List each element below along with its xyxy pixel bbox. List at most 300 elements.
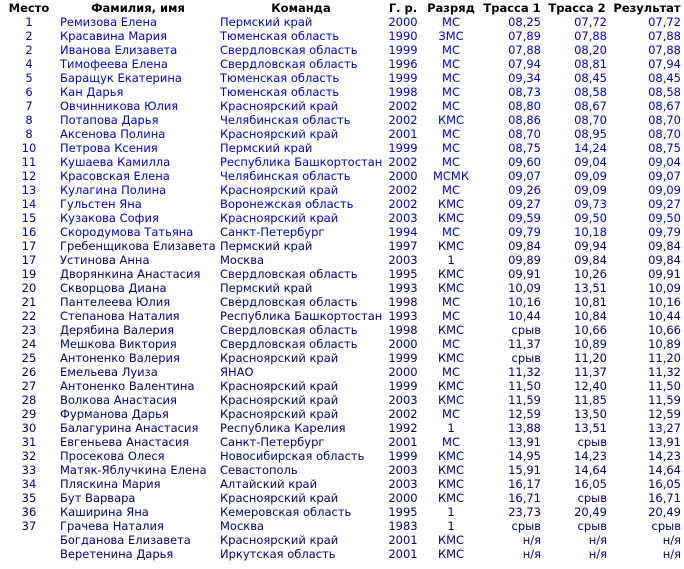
- team-cell: Красноярский край: [220, 379, 339, 393]
- table-row: [0, 85, 684, 99]
- team-cell: Красноярский край: [220, 533, 339, 547]
- name-cell: Потапова Дарья: [60, 113, 159, 127]
- run2-cell: 14,24: [574, 141, 607, 155]
- name-cell: Евгеньева Анастасия: [60, 435, 190, 449]
- team-cell: Свердловская область: [220, 295, 358, 309]
- name-cell: Емельева Луиза: [60, 365, 158, 379]
- rank-cell: КМС: [437, 281, 465, 295]
- run1-cell: срыв: [511, 519, 541, 533]
- table-row: [0, 281, 684, 295]
- team-cell: Республика Башкортостан: [220, 155, 383, 169]
- team-cell: Севастополь: [220, 463, 298, 477]
- result-cell: 08,58: [648, 85, 681, 99]
- year-cell: 2000: [388, 337, 418, 351]
- run2-cell: 14,64: [574, 463, 607, 477]
- table-row: [0, 449, 684, 463]
- table-row: [0, 141, 684, 155]
- result-cell: 09,84: [648, 239, 681, 253]
- table-row: [0, 169, 684, 183]
- run2-cell: 08,81: [574, 57, 607, 71]
- rank-cell: МС: [442, 85, 460, 99]
- result-cell: 07,88: [648, 29, 681, 43]
- place-cell: 24: [21, 337, 37, 351]
- place-cell: 8: [25, 127, 33, 141]
- name-cell: Петрова Ксения: [60, 141, 158, 155]
- team-cell: Тюменская область: [220, 71, 340, 85]
- run1-cell: 09,89: [508, 253, 541, 267]
- rank-cell: МС: [442, 337, 460, 351]
- rank-cell: МС: [442, 71, 460, 85]
- rank-cell: КМС: [437, 211, 465, 225]
- result-cell: 08,70: [648, 113, 681, 127]
- rank-cell: КМС: [437, 197, 465, 211]
- run2-cell: 16,05: [574, 477, 607, 491]
- name-cell: Ремизова Елена: [60, 15, 158, 29]
- result-cell: 09,27: [648, 197, 681, 211]
- place-cell: 15: [21, 211, 37, 225]
- header-name: Фамилия, имя: [91, 0, 185, 15]
- result-cell: н/я: [662, 533, 681, 547]
- name-cell: Красовская Елена: [60, 169, 170, 183]
- rank-cell: 1: [447, 253, 455, 267]
- place-cell: 17: [21, 253, 37, 267]
- result-cell: 08,70: [648, 127, 681, 141]
- year-cell: 2002: [388, 183, 418, 197]
- place-cell: 25: [21, 351, 37, 365]
- place-cell: 26: [21, 365, 37, 379]
- rank-cell: МС: [442, 127, 460, 141]
- table-row: [0, 127, 684, 141]
- team-cell: Пермский край: [220, 15, 313, 29]
- place-cell: 14: [21, 197, 37, 211]
- run2-cell: 10,66: [574, 323, 607, 337]
- result-cell: 09,07: [648, 169, 681, 183]
- year-cell: 2000: [388, 365, 418, 379]
- place-cell: 22: [21, 309, 37, 323]
- run2-cell: 07,72: [574, 15, 607, 29]
- name-cell: Кузакова София: [60, 211, 159, 225]
- place-cell: 12: [21, 169, 37, 183]
- run1-cell: 09,91: [508, 267, 541, 281]
- team-cell: Свердловская область: [220, 57, 358, 71]
- table-row: [0, 15, 684, 29]
- name-cell: Устинова Анна: [60, 253, 150, 267]
- run2-cell: 09,84: [574, 253, 607, 267]
- name-cell: Грачева Наталия: [60, 519, 164, 533]
- rank-cell: МС: [442, 225, 460, 239]
- result-cell: 10,44: [648, 309, 681, 323]
- result-cell: 09,79: [648, 225, 681, 239]
- run2-cell: 08,45: [574, 71, 607, 85]
- rank-cell: МС: [442, 435, 460, 449]
- run1-cell: 09,34: [508, 71, 541, 85]
- run1-cell: 09,60: [508, 155, 541, 169]
- team-cell: Тюменская область: [220, 85, 340, 99]
- result-cell: 16,05: [648, 477, 681, 491]
- rank-cell: КМС: [437, 533, 465, 547]
- run1-cell: 08,80: [508, 99, 541, 113]
- team-cell: Красноярский край: [220, 211, 339, 225]
- team-cell: Москва: [220, 519, 265, 533]
- run1-cell: 08,25: [508, 15, 541, 29]
- run1-cell: 09,07: [508, 169, 541, 183]
- team-cell: Челябинская область: [220, 169, 351, 183]
- name-cell: Матяк-Яблучкина Елена: [60, 463, 207, 477]
- name-cell: Иванова Елизавета: [60, 43, 178, 57]
- place-cell: 33: [21, 463, 37, 477]
- table-row: [0, 463, 684, 477]
- table-row: [0, 211, 684, 225]
- name-cell: Степанова Наталия: [60, 309, 180, 323]
- place-cell: 2: [25, 29, 33, 43]
- run2-cell: 11,20: [574, 351, 607, 365]
- name-cell: Баращук Екатерина: [60, 71, 182, 85]
- place-cell: 20: [21, 281, 37, 295]
- run2-cell: 09,94: [574, 239, 607, 253]
- name-cell: Антоненко Валентина: [60, 379, 195, 393]
- table-row: [0, 309, 684, 323]
- place-cell: 27: [21, 379, 37, 393]
- team-cell: Санкт-Петербург: [220, 435, 325, 449]
- run2-cell: 20,49: [574, 505, 607, 519]
- team-cell: Красноярский край: [220, 351, 339, 365]
- run2-cell: 08,95: [574, 127, 607, 141]
- team-cell: Алтайский край: [220, 477, 318, 491]
- place-cell: [0, 547, 58, 561]
- rank-cell: КМС: [437, 491, 465, 505]
- result-cell: 09,04: [648, 155, 681, 169]
- place-cell: 30: [21, 421, 37, 435]
- run2-cell: 10,89: [574, 337, 607, 351]
- team-cell: Красноярский край: [220, 183, 339, 197]
- run2-cell: срыв: [577, 435, 607, 449]
- place-cell: 7: [25, 99, 33, 113]
- name-cell: Мешкова Виктория: [60, 337, 177, 351]
- place-cell: 29: [21, 407, 37, 421]
- run2-cell: 12,40: [574, 379, 607, 393]
- name-cell: Гульстен Яна: [60, 197, 142, 211]
- run1-cell: 09,27: [508, 197, 541, 211]
- name-cell: Гребенщикова Елизавета: [60, 239, 216, 253]
- name-cell: Богданова Елизавета: [60, 533, 191, 547]
- result-cell: 09,91: [648, 267, 681, 281]
- table-row: [0, 71, 684, 85]
- name-cell: Балагурина Анастасия: [60, 421, 199, 435]
- place-cell: 17: [21, 239, 37, 253]
- run1-cell: 08,86: [508, 113, 541, 127]
- header-year: Г. р.: [388, 0, 418, 15]
- run1-cell: 09,84: [508, 239, 541, 253]
- rank-cell: МС: [442, 15, 460, 29]
- rank-cell: МС: [442, 365, 460, 379]
- year-cell: 1999: [388, 449, 418, 463]
- run1-cell: н/я: [522, 547, 541, 561]
- year-cell: 2002: [388, 197, 418, 211]
- team-cell: Челябинская область: [220, 113, 351, 127]
- year-cell: 1983: [388, 519, 418, 533]
- name-cell: Скородумова Татьяна: [60, 225, 194, 239]
- rank-cell: КМС: [437, 267, 465, 281]
- rank-cell: МС: [442, 99, 460, 113]
- rank-cell: КМС: [437, 379, 465, 393]
- run1-cell: 11,32: [508, 365, 541, 379]
- result-cell: 20,49: [648, 505, 681, 519]
- rank-cell: КМС: [437, 547, 465, 561]
- table-row: [0, 421, 684, 435]
- table-header-row: [0, 0, 684, 15]
- name-cell: Кушаева Камилла: [60, 155, 171, 169]
- name-cell: Кан Дарья: [60, 85, 124, 99]
- team-cell: Свердловская область: [220, 267, 358, 281]
- table-row: [0, 379, 684, 393]
- place-cell: 34: [21, 477, 37, 491]
- result-cell: 10,66: [648, 323, 681, 337]
- rank-cell: МС: [442, 295, 460, 309]
- table-row: [0, 99, 684, 113]
- name-cell: Каширина Яна: [60, 505, 149, 519]
- place-cell: 2: [25, 43, 33, 57]
- run2-cell: 07,88: [574, 29, 607, 43]
- table-row: [0, 337, 684, 351]
- run1-cell: н/я: [522, 533, 541, 547]
- team-cell: Пермский край: [220, 141, 313, 155]
- team-cell: Тюменская область: [220, 29, 340, 43]
- place-cell: 4: [25, 57, 33, 71]
- rank-cell: 1: [447, 505, 455, 519]
- table-row: [0, 239, 684, 253]
- run1-cell: 16,17: [508, 477, 541, 491]
- header-run1: Трасса 1: [483, 0, 541, 15]
- run2-cell: 08,20: [574, 43, 607, 57]
- table-row: [0, 113, 684, 127]
- name-cell: Фурманова Дарья: [60, 407, 169, 421]
- table-row: [0, 253, 684, 267]
- year-cell: 2001: [388, 127, 418, 141]
- result-cell: 13,27: [648, 421, 681, 435]
- run2-cell: 13,51: [574, 421, 607, 435]
- rank-cell: КМС: [437, 351, 465, 365]
- name-cell: Волкова Анастасия: [60, 393, 177, 407]
- year-cell: 1998: [388, 295, 418, 309]
- place-cell: 13: [21, 183, 37, 197]
- run1-cell: срыв: [511, 323, 541, 337]
- year-cell: 2001: [388, 547, 418, 561]
- result-cell: н/я: [662, 547, 681, 561]
- place-cell: 11: [21, 155, 37, 169]
- run1-cell: 11,37: [508, 337, 541, 351]
- table-row: [0, 533, 684, 547]
- place-cell: 32: [21, 449, 37, 463]
- result-cell: 11,32: [648, 365, 681, 379]
- year-cell: 1999: [388, 141, 418, 155]
- result-cell: 11,20: [648, 351, 681, 365]
- run2-cell: 09,73: [574, 197, 607, 211]
- result-cell: 09,50: [648, 211, 681, 225]
- run1-cell: 12,59: [508, 407, 541, 421]
- result-cell: 14,23: [648, 449, 681, 463]
- place-cell: 31: [21, 435, 37, 449]
- place-cell: 36: [21, 505, 37, 519]
- run1-cell: 07,88: [508, 43, 541, 57]
- run1-cell: 23,73: [508, 505, 541, 519]
- table-row: [0, 57, 684, 71]
- name-cell: Аксенова Полина: [60, 127, 166, 141]
- name-cell: Овчинникова Юлия: [60, 99, 179, 113]
- result-cell: 11,50: [648, 379, 681, 393]
- year-cell: 1995: [388, 267, 418, 281]
- year-cell: 1994: [388, 225, 418, 239]
- place-cell: 28: [21, 393, 37, 407]
- name-cell: Скворцова Диана: [60, 281, 167, 295]
- run1-cell: 15,91: [508, 463, 541, 477]
- name-cell: Бут Варвара: [60, 491, 136, 505]
- run1-cell: 08,73: [508, 85, 541, 99]
- team-cell: ЯНАО: [220, 365, 254, 379]
- rank-cell: КМС: [437, 323, 465, 337]
- name-cell: Пантелеева Юлия: [60, 295, 171, 309]
- rank-cell: КМС: [437, 393, 465, 407]
- run1-cell: 07,89: [508, 29, 541, 43]
- year-cell: 1999: [388, 379, 418, 393]
- year-cell: 2002: [388, 155, 418, 169]
- run1-cell: 16,71: [508, 491, 541, 505]
- header-place: Место: [8, 0, 50, 15]
- table-row: [0, 295, 684, 309]
- run1-cell: 09,79: [508, 225, 541, 239]
- team-cell: Красноярский край: [220, 99, 339, 113]
- team-cell: Республика Карелия: [220, 421, 346, 435]
- table-row: [0, 547, 684, 561]
- table-row: [0, 365, 684, 379]
- table-row: [0, 323, 684, 337]
- place-cell: 19: [21, 267, 37, 281]
- run2-cell: 08,67: [574, 99, 607, 113]
- rank-cell: 1: [447, 421, 455, 435]
- year-cell: 2003: [388, 463, 418, 477]
- run2-cell: 09,50: [574, 211, 607, 225]
- run2-cell: 10,81: [574, 295, 607, 309]
- year-cell: 1999: [388, 71, 418, 85]
- year-cell: 2001: [388, 435, 418, 449]
- run1-cell: 07,94: [508, 57, 541, 71]
- place-cell: 37: [21, 519, 37, 533]
- result-cell: 14,64: [648, 463, 681, 477]
- rank-cell: МС: [442, 57, 460, 71]
- year-cell: 1993: [388, 309, 418, 323]
- run2-cell: н/я: [588, 533, 607, 547]
- rank-cell: 1: [447, 519, 455, 533]
- rank-cell: МС: [442, 141, 460, 155]
- header-team: Команда: [271, 0, 331, 15]
- table-row: [0, 43, 684, 57]
- run1-cell: 10,16: [508, 295, 541, 309]
- team-cell: Новосибирская область: [220, 449, 365, 463]
- run2-cell: 10,84: [574, 309, 607, 323]
- rank-cell: МС: [442, 155, 460, 169]
- year-cell: 2003: [388, 253, 418, 267]
- run1-cell: 08,70: [508, 127, 541, 141]
- team-cell: Красноярский край: [220, 407, 339, 421]
- rank-cell: МС: [442, 407, 460, 421]
- run1-cell: срыв: [511, 351, 541, 365]
- table-row: [0, 491, 684, 505]
- year-cell: 2002: [388, 407, 418, 421]
- result-cell: 09,09: [648, 183, 681, 197]
- year-cell: 1997: [388, 239, 418, 253]
- year-cell: 1998: [388, 323, 418, 337]
- result-cell: 08,67: [648, 99, 681, 113]
- team-cell: Воронежская область: [220, 197, 354, 211]
- year-cell: 2002: [388, 113, 418, 127]
- result-cell: 08,45: [648, 71, 681, 85]
- result-cell: 08,75: [648, 141, 681, 155]
- header-result: Результат: [613, 0, 681, 15]
- place-cell: 6: [25, 85, 33, 99]
- name-cell: Дворянкина Анастасия: [60, 267, 201, 281]
- run1-cell: 08,75: [508, 141, 541, 155]
- team-cell: Свердловская область: [220, 43, 358, 57]
- run2-cell: 14,23: [574, 449, 607, 463]
- name-cell: Антоненко Валерия: [60, 351, 180, 365]
- result-cell: 12,59: [648, 407, 681, 421]
- year-cell: 1999: [388, 351, 418, 365]
- rank-cell: МС: [442, 309, 460, 323]
- team-cell: Свердловская область: [220, 337, 358, 351]
- run2-cell: 09,09: [574, 183, 607, 197]
- team-cell: Красноярский край: [220, 127, 339, 141]
- year-cell: 1990: [388, 29, 418, 43]
- table-row: [0, 519, 684, 533]
- place-cell: 5: [25, 71, 33, 85]
- place-cell: [0, 533, 58, 547]
- table-row: [0, 505, 684, 519]
- name-cell: Дерябина Валерия: [60, 323, 175, 337]
- run1-cell: 10,44: [508, 309, 541, 323]
- header-run2: Трасса 2: [548, 0, 606, 15]
- result-cell: 10,09: [648, 281, 681, 295]
- year-cell: 1996: [388, 57, 418, 71]
- run2-cell: 11,85: [574, 393, 607, 407]
- year-cell: 2003: [388, 211, 418, 225]
- year-cell: 1992: [388, 421, 418, 435]
- place-cell: 8: [25, 113, 33, 127]
- name-cell: Красавина Мария: [60, 29, 168, 43]
- run1-cell: 11,50: [508, 379, 541, 393]
- team-cell: Москва: [220, 253, 265, 267]
- result-cell: 16,71: [648, 491, 681, 505]
- year-cell: 1993: [388, 281, 418, 295]
- result-cell: срыв: [651, 519, 681, 533]
- team-cell: Кемеровская область: [220, 505, 352, 519]
- team-cell: Пермский край: [220, 239, 313, 253]
- rank-cell: МСМК: [432, 169, 470, 183]
- table-row: [0, 183, 684, 197]
- run2-cell: 13,51: [574, 281, 607, 295]
- table-row: [0, 407, 684, 421]
- team-cell: Санкт-Петербург: [220, 225, 325, 239]
- year-cell: 2000: [388, 15, 418, 29]
- rank-cell: МС: [442, 43, 460, 57]
- result-cell: 07,72: [648, 15, 681, 29]
- year-cell: 1999: [388, 43, 418, 57]
- year-cell: 2000: [388, 169, 418, 183]
- table-row: [0, 267, 684, 281]
- run2-cell: 08,58: [574, 85, 607, 99]
- rank-cell: КМС: [437, 113, 465, 127]
- run2-cell: 08,70: [574, 113, 607, 127]
- table-row: [0, 435, 684, 449]
- result-cell: 07,88: [648, 43, 681, 57]
